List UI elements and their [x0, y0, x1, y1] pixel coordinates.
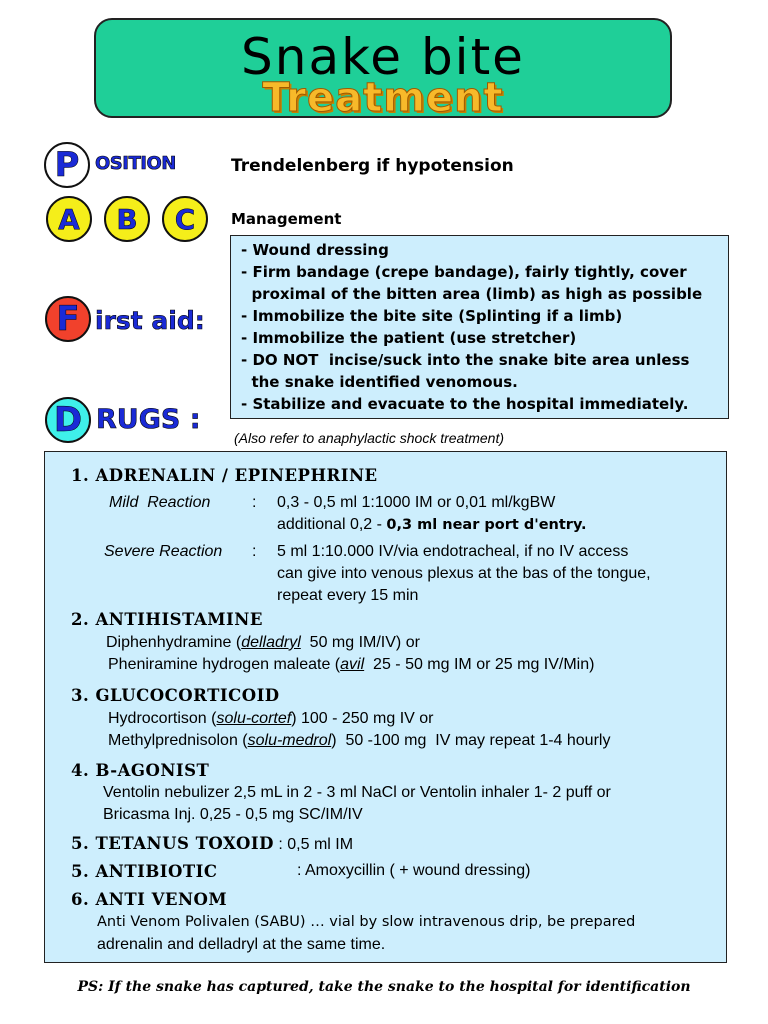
title-banner	[94, 18, 672, 121]
title-sub: Treatment	[262, 75, 504, 121]
first-aid-circle	[45, 296, 91, 342]
management-label: Management	[231, 210, 342, 228]
glucocorticoid-text: ) 100 - 250 mg IV or	[291, 710, 434, 727]
anti-venom-line: adrenalin and delladryl at the same time.	[97, 936, 386, 953]
severe-dose-line: can give into venous plexus at the bas of the tongue,	[277, 565, 651, 582]
drugs-letter: D	[53, 400, 83, 440]
drugs-word: RUGS :	[96, 404, 201, 435]
abc-circle-b	[104, 196, 150, 242]
antihistamine-text: 25 - 50 mg IM or 25 mg IV/Min)	[364, 656, 595, 673]
drug-heading-glucocorticoid: 3. GLUCOCORTICOID	[71, 686, 280, 705]
drug-heading-tetanus: 5. TETANUS TOXOID	[71, 834, 274, 853]
antihistamine-brand: delladryl	[241, 634, 301, 651]
glucocorticoid-text: Hydrocortison (	[108, 710, 217, 727]
first-aid-line: - Immobilize the patient (use stretcher)	[241, 329, 577, 347]
position-text: Trendelenberg if hypotension	[231, 156, 514, 176]
mild-port-text: 0,3 ml near port d'entry.	[386, 517, 587, 533]
glucocorticoid-line-1	[108, 710, 433, 728]
first-aid-line: the snake identified venomous.	[241, 373, 518, 391]
first-aid-line: - Stabilize and evacuate to the hospital immediately.	[241, 395, 689, 413]
b-agonist-line: Ventolin nebulizer 2,5 mL in 2 - 3 ml NaCl or Ventolin inhaler 1- 2 puff or	[103, 784, 611, 801]
glucocorticoid-text: Methylprednisolon (	[108, 732, 248, 749]
first-aid-line: - DO NOT incise/suck into the snake bite area unless	[241, 351, 690, 369]
abc-circle-c	[162, 196, 208, 242]
drug-heading-antibiotic: 5. ANTIBIOTIC	[71, 862, 218, 881]
mild-reaction-label: Mild Reaction	[109, 494, 211, 511]
abc-circle-a	[46, 196, 92, 242]
glucocorticoid-brand: solu-medrol	[247, 732, 332, 749]
abc-letter-b: B	[116, 202, 138, 236]
drug-heading-anti-venom: 6. ANTI VENOM	[71, 890, 228, 909]
antibiotic-text: : Amoxycillin ( + wound dressing)	[297, 862, 531, 879]
severe-colon: :	[252, 543, 257, 560]
footer-note: PS: If the snake has captured, take the snake to the hospital for identification	[77, 979, 691, 995]
position-circle	[44, 142, 90, 188]
severe-reaction-label: Severe Reaction	[104, 543, 223, 560]
glucocorticoid-line-2	[108, 732, 610, 750]
mild-dose-line: 0,3 - 0,5 ml 1:1000 IM or 0,01 ml/kgBW	[277, 494, 556, 511]
first-aid-line: - Firm bandage (crepe bandage), fairly tightly, cover	[241, 263, 687, 281]
antihistamine-line-1	[106, 634, 420, 652]
antihistamine-text: 50 mg IM/IV) or	[300, 634, 420, 651]
severe-dose-line: repeat every 15 min	[277, 587, 419, 604]
anti-venom-line: Anti Venom Polivalen (SABU) … vial by slow intravenous drip, be prepared	[97, 914, 636, 930]
first-aid-line: - Wound dressing	[241, 241, 389, 259]
position-word: OSITION	[95, 153, 176, 174]
drugs-box	[44, 451, 727, 963]
first-aid-line: - Immobilize the bite site (Splinting if a limb)	[241, 307, 623, 325]
drugs-circle	[45, 397, 91, 443]
antihistamine-brand: avil	[340, 656, 365, 673]
drugs-note: (Also refer to anaphylactic shock treatment)	[234, 430, 505, 446]
first-aid-word: irst aid:	[95, 306, 205, 335]
glucocorticoid-text: ) 50 -100 mg IV may repeat 1-4 hourly	[331, 732, 611, 749]
antihistamine-line-2	[108, 656, 594, 674]
mild-colon: :	[252, 494, 257, 511]
title-main: Snake bite	[241, 28, 525, 86]
drug-heading-b-agonist: 4. B-AGONIST	[71, 761, 210, 780]
drug-heading-adrenalin: 1. ADRENALIN / EPINEPHRINE	[71, 466, 378, 485]
mild-additional-text: additional 0,2 -	[277, 516, 387, 533]
first-aid-letter: F	[56, 299, 80, 339]
position-letter: P	[54, 145, 80, 185]
b-agonist-line: Bricasma Inj. 0,25 - 0,5 mg SC/IM/IV	[103, 806, 363, 823]
first-aid-line: proximal of the bitten area (limb) as high as possible	[241, 285, 703, 303]
tetanus-dose: : 0,5 ml IM	[273, 836, 354, 853]
antihistamine-text: Pheniramine hydrogen maleate (	[108, 656, 341, 673]
severe-dose-line: 5 ml 1:10.000 IV/via endotracheal, if no IV access	[277, 543, 629, 560]
glucocorticoid-brand: solu-cortef	[216, 710, 292, 727]
drug-heading-antihistamine: 2. ANTIHISTAMINE	[71, 610, 263, 629]
first-aid-box	[230, 235, 729, 419]
tetanus-line	[71, 834, 353, 854]
mild-additional-line	[277, 516, 587, 534]
abc-letter-c: C	[174, 202, 196, 236]
antihistamine-text: Diphenhydramine (	[106, 634, 242, 651]
abc-letter-a: A	[58, 202, 80, 236]
